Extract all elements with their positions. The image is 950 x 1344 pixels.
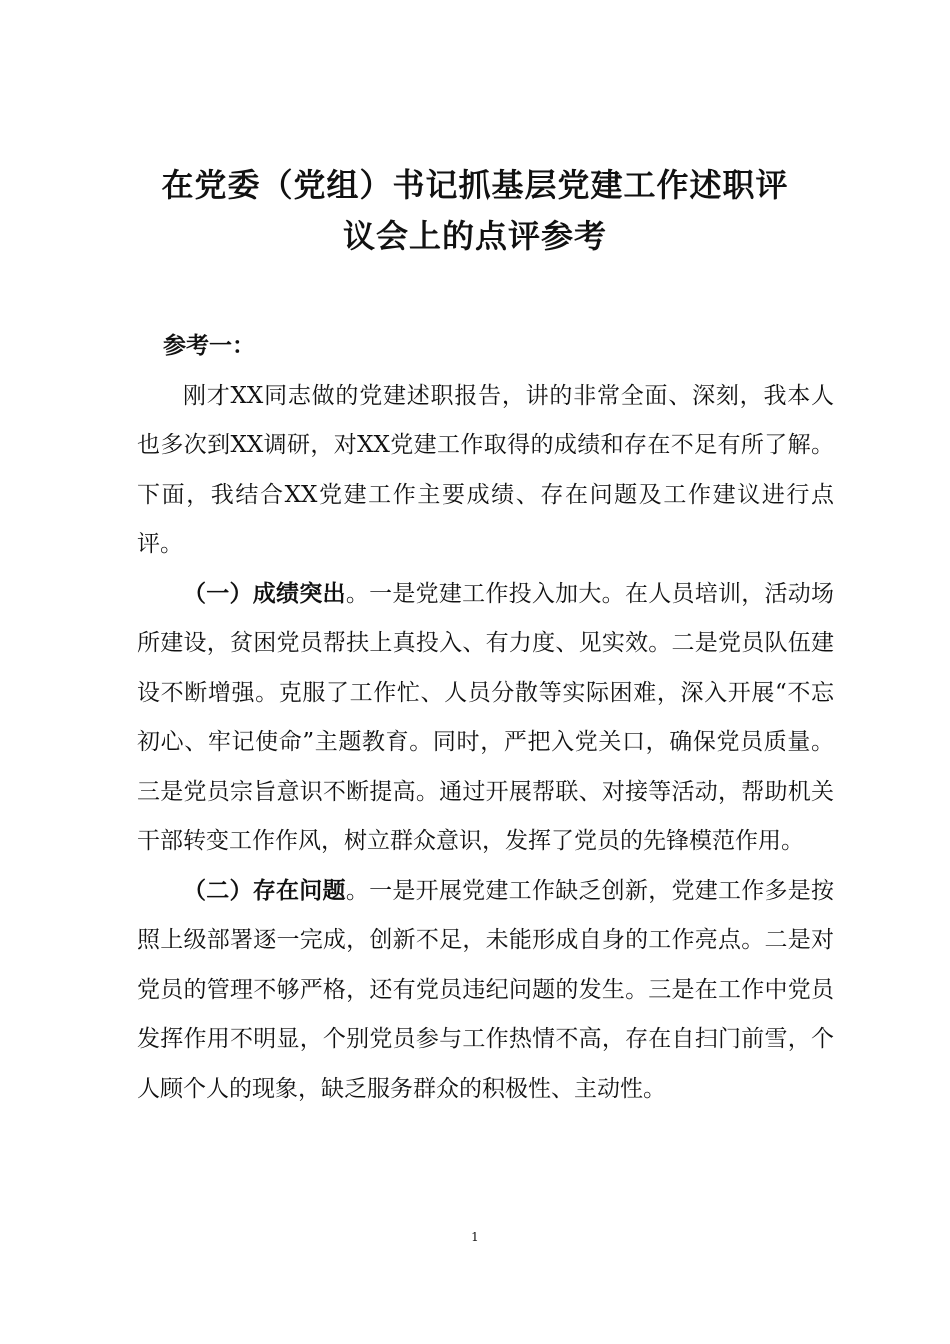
problems-heading: （二）存在问题 bbox=[183, 877, 346, 904]
document-body bbox=[137, 322, 834, 1114]
achievements-heading: （一）成绩突出 bbox=[183, 580, 346, 607]
problems-text: 。一是开展党建工作缺乏创新，党建工作多是按照上级部署逐一完成，创新不足，未能形成自身的工作亮点。二是对党员的管理不够严格，还有党员违纪问题的发生。三是在工作中党员发挥作用不明显，个别党员参与工作热情不高，存在自扫门前雪，个人顾个人的现象，缺乏服务群众的积极性、主动性。 bbox=[137, 877, 835, 1102]
intro-paragraph: 刚才XX同志做的党建述职报告，讲的非常全面、深刻，我本人也多次到XX调研，对XX党建工作取得的成绩和存在不足有所了解。下面，我结合XX党建工作主要成绩、存在问题及工作建议进行点评。 bbox=[137, 382, 834, 557]
title-line-1: 在党委（党组）书记抓基层党建工作述职评 bbox=[161, 166, 789, 204]
problems-paragraph bbox=[137, 867, 834, 1115]
achievements-paragraph bbox=[137, 570, 834, 867]
achievements-text: 。一是党建工作投入加大。在人员培训，活动场所建设，贫困党员帮扶上真投入、有力度、见实效。二是党员队伍建设不断增强。克服了工作忙、人员分散等实际困难，深入开展“不忘初心、牢记使命”主题教育。同时，严把入党关口，确保党员质量。三是党员宗旨意识不断提高。通过开展帮联、对接等活动，帮助机关干部转变工作作风，树立群众意识，发挥了党员的先锋模范作用。 bbox=[137, 580, 835, 854]
page-number: 1 bbox=[471, 1230, 479, 1244]
document-title bbox=[100, 160, 850, 262]
section-heading: 参考一： bbox=[163, 333, 255, 359]
title-line-2: 议会上的点评参考 bbox=[342, 217, 607, 255]
